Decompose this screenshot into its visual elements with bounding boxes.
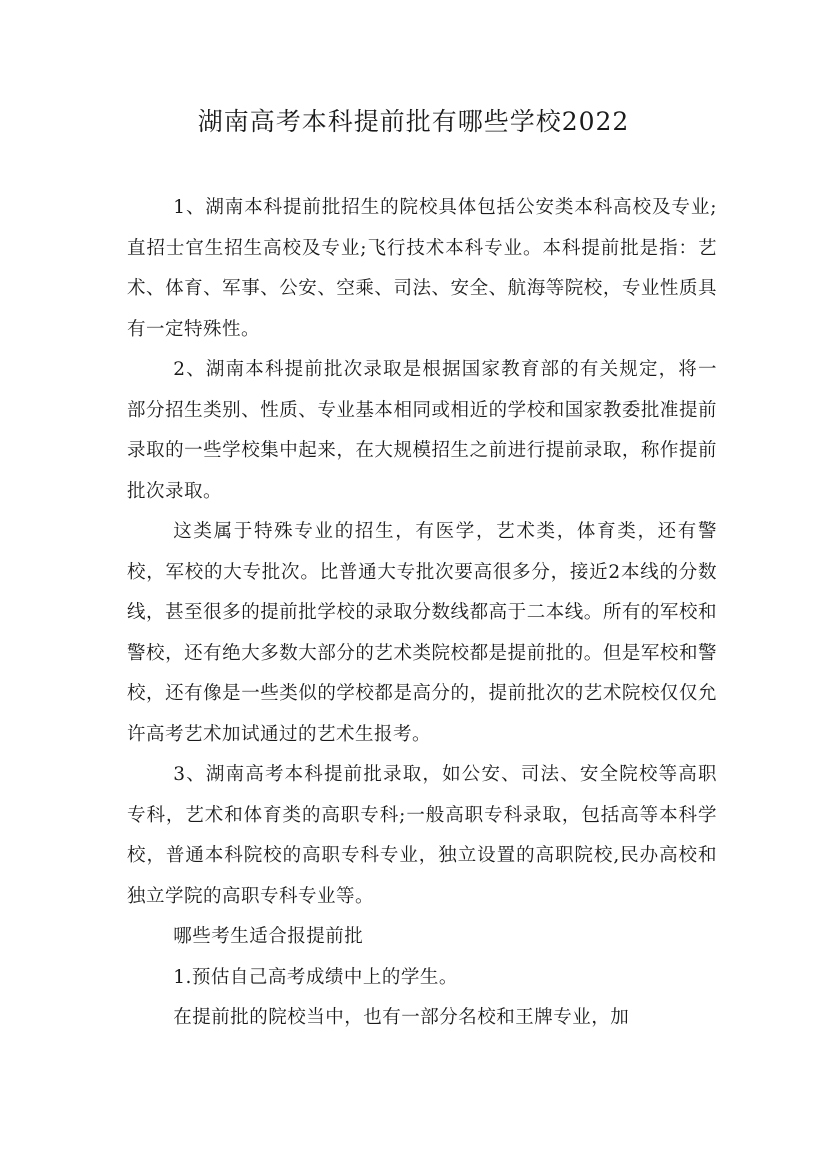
document-title: 湖南高考本科提前批有哪些学校2022 bbox=[197, 107, 630, 136]
list-item-1: 1.预估自己高考成绩中上的学生。 bbox=[173, 966, 458, 988]
paragraph-1: 1、湖南本科提前批招生的院校具体包括公安类本科高校及专业;直招士官生招生高校及专业;飞行技术本科专业。本科提前批是指：艺术、体育、军事、公安、空乘、司法、安全、航海等院校，专业性质具有一定特殊性。 bbox=[127, 197, 717, 340]
paragraph-2: 2、湖南本科提前批次录取是根据国家教育部的有关规定，将一部分招生类别、性质、专业基本相同或相近的学校和国家教委批准提前录取的一些学校集中起来，在大规模招生之前进行提前录取，称作提前批次录取。 bbox=[127, 359, 717, 502]
paragraph-3: 这类属于特殊专业的招生，有医学，艺术类，体育类，还有警校，军校的大专批次。比普通大专批次要高很多分，接近2本线的分数线，甚至很多的提前批学校的录取分数线都高于二本线。所有的军校和警校，还有绝大多数大部分的艺术类院校都是提前批的。但是军校和警校，还有像是一些类似的学校都是高分的，提前批次的艺术院校仅仅允许高考艺术加试通过的艺术生报考。 bbox=[127, 521, 717, 745]
paragraph-5: 在提前批的院校当中，也有一部分名校和王牌专业，加 bbox=[173, 1007, 630, 1028]
paragraph-4: 3、湖南高考本科提前批录取，如公安、司法、安全院校等高职专科，艺术和体育类的高职专科;一般高职专科录取，包括高等本科学校，普通本科院校的高职专科专业，独立设置的高职院校,民办高校和独立学院的高职专科专业等。 bbox=[127, 764, 717, 907]
document-body bbox=[127, 188, 717, 1039]
section-heading: 哪些考生适合报提前批 bbox=[173, 926, 364, 947]
